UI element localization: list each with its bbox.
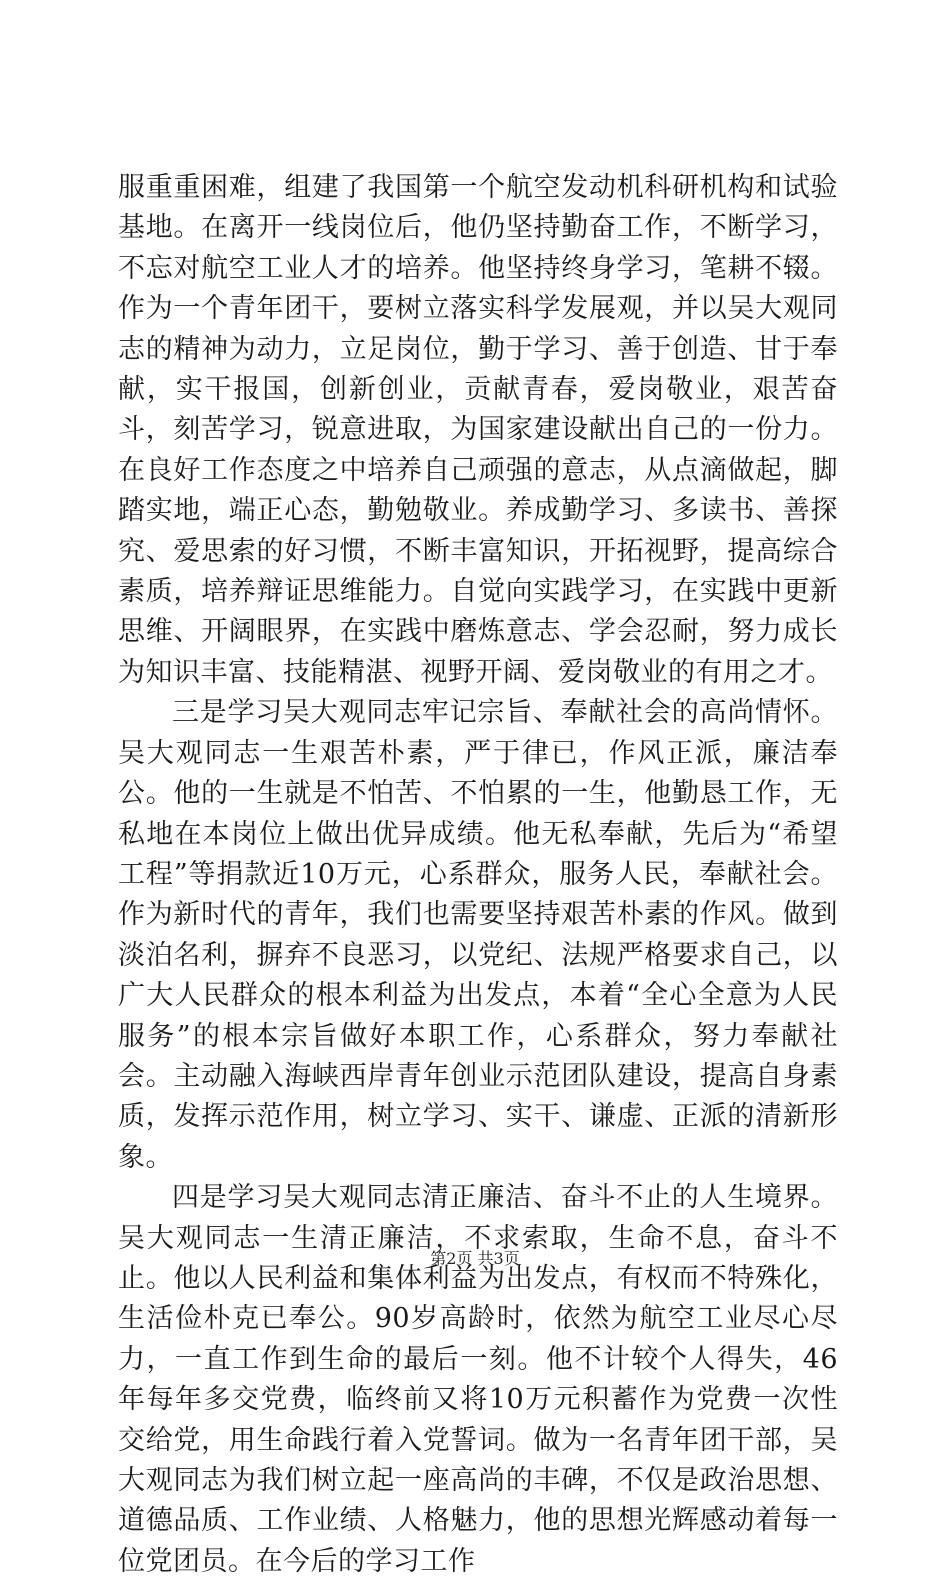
paragraph-1: 服重重困难，组建了我国第一个航空发动机科研机构和试验基地。在离开一线岗位后，他仍坚持勤奋工作，不断学习，不忘对航空工业人才的培养。他坚持终身学习，笔耕不辍。作为一个青年团干，要树立落实科学发展观，并以吴大观同志的精神为动力，立足岗位，勤于学习、善于创造、甘于奉献，实干报国，创新创业，贡献青春，爱岗敬业，艰苦奋斗，刻苦学习，锐意进取，为国家建设献出自己的一份力。在良好工作态度之中培养自己顽强的意志，从点滴做起，脚踏实地，端正心态，勤勉敬业。养成勤学习、多读书、善探究、爱思索的好习惯，不断丰富知识，开拓视野，提高综合素质，培养辩证思维能力。自觉向实践学习，在实践中更新思维、开阔眼界，在实践中磨炼意志、学会忍耐，努力成长为知识丰富、技能精湛、视野开阔、爱岗敬业的有用之才。 [118,172,838,688]
paragraph-3: 四是学习吴大观同志清正廉洁、奋斗不止的人生境界。吴大观同志一生清正廉洁，不求索取，生命不息，奋斗不止。他以人民利益和集体利益为出发点，有权而不特殊化，生活俭朴克已奉公。90岁高龄时，依然为航空工业尽心尽力，一直工作到生命的最后一刻。他不计较个人得失，46年每年多交党费，临终前又将10万元积蓄作为党费一次性交给党，用生命践行着入党誓词。做为一名青年团干部，吴大观同志为我们树立起一座高尚的丰碑，不仅是政治思想、道德品质、工作业绩、人格魅力，他的思想光辉感动着每一位党团员。在今后的学习工作 [118,1182,838,1577]
page-footer: 第2页 共3页 [430,1249,520,1268]
paragraph-2: 三是学习吴大观同志牢记宗旨、奉献社会的高尚情怀。吴大观同志一生艰苦朴素，严于律已，作风正派，廉洁奉公。他的一生就是不怕苦、不怕累的一生，他勤恳工作，无私地在本岗位上做出优异成绩。他无私奉献，先后为“希望工程”等捐款近10万元，心系群众，服务人民，奉献社会。作为新时代的青年，我们也需要坚持艰苦朴素的作风。做到淡泊名利，摒弃不良恶习，以党纪、法规严格要求自己，以广大人民群众的根本利益为出发点，本着“全心全意为人民服务”的根本宗旨做好本职工作，心系群众，努力奉献社会。主动融入海峡西岸青年创业示范团队建设，提高自身素质，发挥示范作用，树立学习、实干、谦虚、正派的清新形象。 [118,697,838,1173]
document-body [118,168,838,1582]
